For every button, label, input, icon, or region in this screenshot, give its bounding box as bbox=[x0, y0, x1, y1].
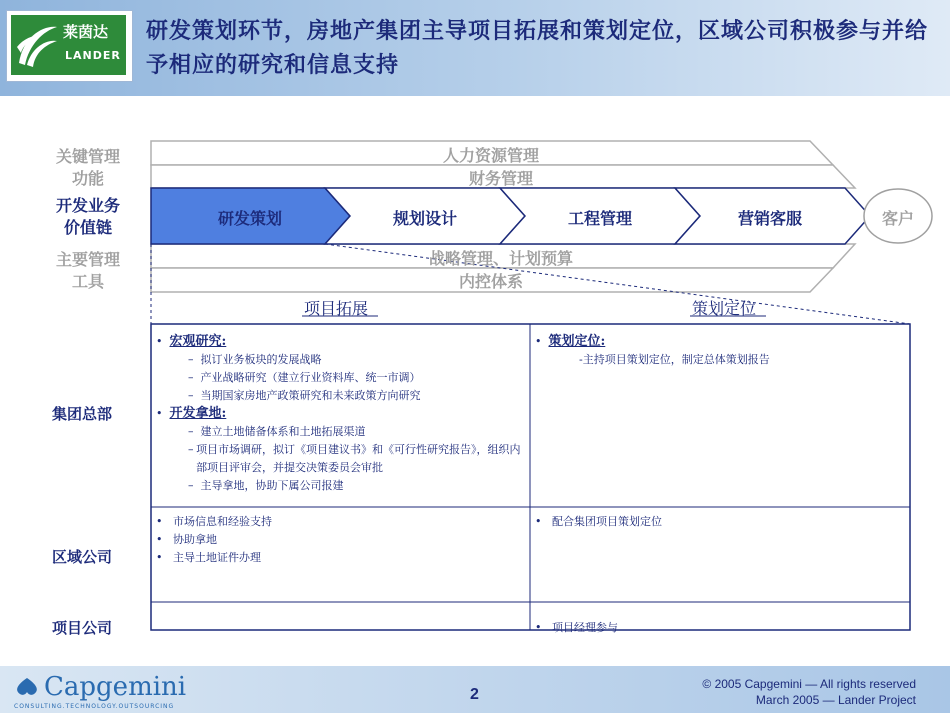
customer-label: 客户 bbox=[881, 209, 914, 228]
chain-label-2: 规划设计 bbox=[392, 209, 457, 228]
list-item: – 项目市场调研，拟订《项目建议书》和《可行性研究报告》，组织内部项目评审会，并提交决策委员会审批 bbox=[188, 443, 521, 474]
band-strategy-text: 战略管理、计划预算 bbox=[428, 249, 573, 268]
copyright-block bbox=[702, 676, 916, 708]
list-item: • 市场信息和经验支持 bbox=[156, 515, 272, 528]
row-label-hq: 集团总部 bbox=[52, 405, 113, 423]
label-tools: 主要管理 工具 bbox=[55, 250, 120, 291]
hq-right-cell: • 策划定位: -主持项目策划定位，制定总体策划报告 bbox=[535, 333, 905, 369]
capgemini-tagline: CONSULTING.TECHNOLOGY.OUTSOURCING bbox=[14, 703, 175, 710]
list-item: • 主导土地证件办理 bbox=[156, 551, 261, 564]
list-item: – 主导拿地，协助下属公司报建 bbox=[188, 479, 344, 492]
list-item: – 拟订业务板块的发展战略 bbox=[188, 353, 322, 366]
label-key-mgmt: 关键管理 功能 bbox=[55, 147, 120, 188]
section-right-title: 策划定位 bbox=[692, 299, 757, 318]
hq-land-heading: 开发拿地: bbox=[169, 406, 227, 421]
list-item: • 配合集团项目策划定位 bbox=[535, 515, 662, 528]
label-value-chain: 开发业务 价值链 bbox=[55, 196, 120, 237]
region-left-cell bbox=[156, 513, 526, 567]
capgemini-spade-icon bbox=[12, 676, 42, 700]
logo-en-text: LANDER bbox=[65, 49, 121, 62]
chain-label-1: 研发策划 bbox=[217, 209, 282, 228]
list-item: • 项目经理参与 bbox=[535, 621, 618, 634]
copyright-text: © 2005 Capgemini — All rights reserved bbox=[702, 677, 916, 691]
band-finance-text: 财务管理 bbox=[468, 169, 533, 188]
hq-planning-heading: 策划定位: bbox=[548, 334, 606, 349]
capgemini-logo-text: Capgemini bbox=[44, 672, 187, 702]
list-item: • 协助拿地 bbox=[156, 533, 217, 546]
list-item: -主持项目策划定位，制定总体策划报告 bbox=[579, 353, 770, 366]
project-date-text: March 2005 — Lander Project bbox=[755, 693, 916, 707]
page-number: 2 bbox=[470, 686, 479, 703]
section-left-title: 项目拓展 bbox=[304, 299, 369, 318]
page-title: 研发策划环节，房地产集团主导项目拓展和策划定位，区域公司积极参与并给予相应的研究和信息支持 bbox=[146, 18, 929, 78]
list-item: – 产业战略研究（建立行业资料库、统一市调） bbox=[188, 371, 421, 384]
band-hr-text: 人力资源管理 bbox=[442, 146, 539, 165]
hq-left-cell: • 宏观研究: – 拟订业务板块的发展战略 – 产业战略研究（建立行业资料库、统一市调） – 当期国家房地产政策研究和未来政策方向研究 • 开发拿地: – 建立土地储备体系和土地拓展渠道 – 项目市场调研，拟订《项目建议书》和《可行性研究报告》，组织内部项目评审会，并提交决策委员会审批 – 主导拿地，协助下属公司报建 bbox=[156, 333, 526, 495]
band-control-text: 内控体系 bbox=[458, 272, 523, 291]
project-right-cell bbox=[535, 619, 905, 637]
logo-cn-text: 莱茵达 bbox=[63, 23, 109, 41]
region-right-cell bbox=[535, 513, 905, 531]
row-label-project: 项目公司 bbox=[52, 619, 113, 637]
hq-macro-heading: 宏观研究: bbox=[169, 334, 227, 349]
list-item: – 建立土地储备体系和土地拓展渠道 bbox=[188, 425, 366, 438]
chain-label-4: 营销客服 bbox=[737, 209, 802, 228]
list-item: – 当期国家房地产政策研究和未来政策方向研究 bbox=[188, 389, 421, 402]
chain-label-3: 工程管理 bbox=[567, 209, 632, 228]
row-label-region: 区域公司 bbox=[52, 548, 113, 566]
